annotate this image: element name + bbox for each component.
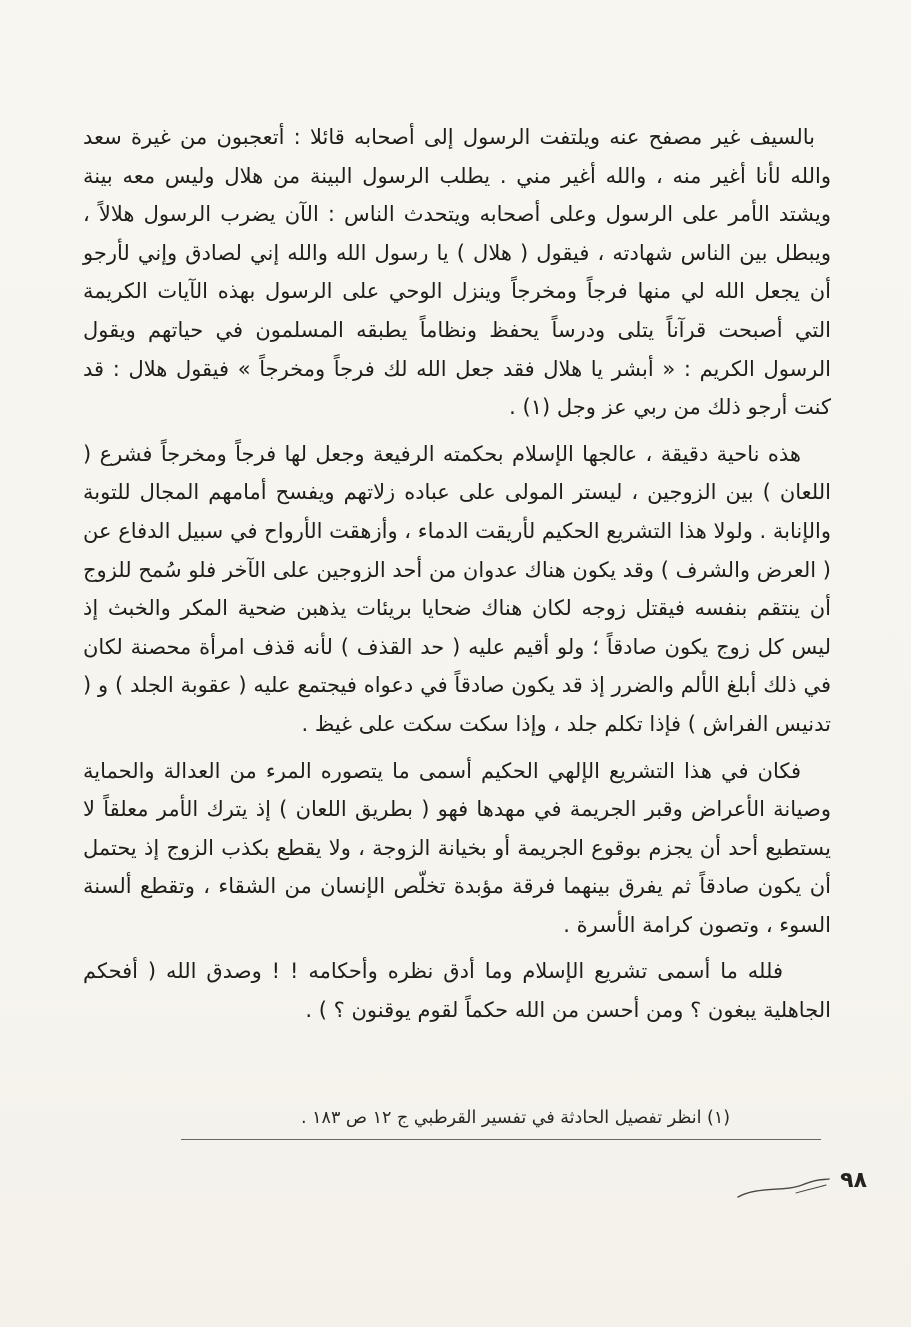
body-text [83, 118, 831, 1038]
paragraph: بالسيف غير مصفح عنه ويلتفت الرسول إلى أصحابه قائلا : أتعجبون من غيرة سعد والله لأنا أغير منه ، والله أغير مني . يطلب الرسول البينة من هلال وليس معه بينة ويشتد الأمر على الرسول وعلى أصحابه ويتحدث الناس : الآن يضرب الرسول هلالاً ، ويبطل بين الناس شهادته ، فيقول ( هلال ) يا رسول الله والله إني لصادق وإني لأرجو أن يجعل الله لي منها فرجاً ومخرجاً وينزل الوحي على الرسول بهذه الآيات الكريمة التي أصبحت قرآناً يتلى ودرساً يحفظ ونظاماً يطبقه المسلمون في حياتهم ويقول الرسول الكريم : « أبشر يا هلال فقد جعل الله لك فرجاً ومخرجاً » فيقول هلال : قد كنت أرجو ذلك من ربي عز وجل (١) . [83, 125, 831, 420]
footnote [181, 1106, 821, 1140]
pen-mark [736, 1176, 831, 1202]
paragraph: فكان في هذا التشريع الإلهي الحكيم أسمى ما يتصوره المرء من العدالة والحماية وصيانة الأعراض وقبر الجريمة في مهدها فهو ( بطريق اللعان ) إذ يترك الأمر معلقاً لا يستطيع أحد أن يجزم بوقوع الجريمة أو بخيانة الزوجة ، ولا يقطع بكذب الزوج إذ يحتمل أن يكون صادقاً ثم يفرق بينهما فرقة مؤبدة تخلّص الإنسان من الشقاء ، وتقطع ألسنة السوء ، وتصون كرامة الأسرة . [83, 758, 831, 937]
page-number: ٩٨ [840, 1168, 867, 1193]
footnote-text: (١) انظر تفصيل الحادثة في تفسير القرطبي ج ١٢ ص ١٨٣ . [301, 1108, 731, 1128]
paragraph: فلله ما أسمى تشريع الإسلام وما أدق نظره وأحكامه ! ! وصدق الله ( أفحكم الجاهلية يبغون ؟ ومن أحسن من الله حكماً لقوم يوقنون ؟ ) . [83, 959, 831, 1023]
paragraph: هذه ناحية دقيقة ، عالجها الإسلام بحكمته الرفيعة وجعل لها فرجاً ومخرجاً فشرع ( اللعان ) بين الزوجين ، ليستر المولى على عباده زلاتهم ويفسح أمامهم المجال للتوبة والإنابة . ولولا هذا التشريع الحكيم لأريقت الدماء ، وأزهقت الأرواح في سبيل الدفاع عن ( العرض والشرف ) وقد يكون هناك عدوان من أحد الزوجين على الآخر فلو سُمح للزوج أن ينتقم بنفسه فيقتل زوجه لكان هناك ضحايا بريئات يذهبن ضحية المكر والخبث إذ ليس كل زوج يكون صادقاً ؛ ولو أقيم عليه ( حد القذف ) لأنه قذف امرأة محصنة لكان في ذلك أبلغ الألم والضرر إذ قد يكون صادقاً في دعواه فيجتمع عليه ( عقوبة الجلد ) و ( تدنيس الفراش ) فإذا تكلم جلد ، وإذا سكت سكت على غيظ . [83, 441, 831, 736]
